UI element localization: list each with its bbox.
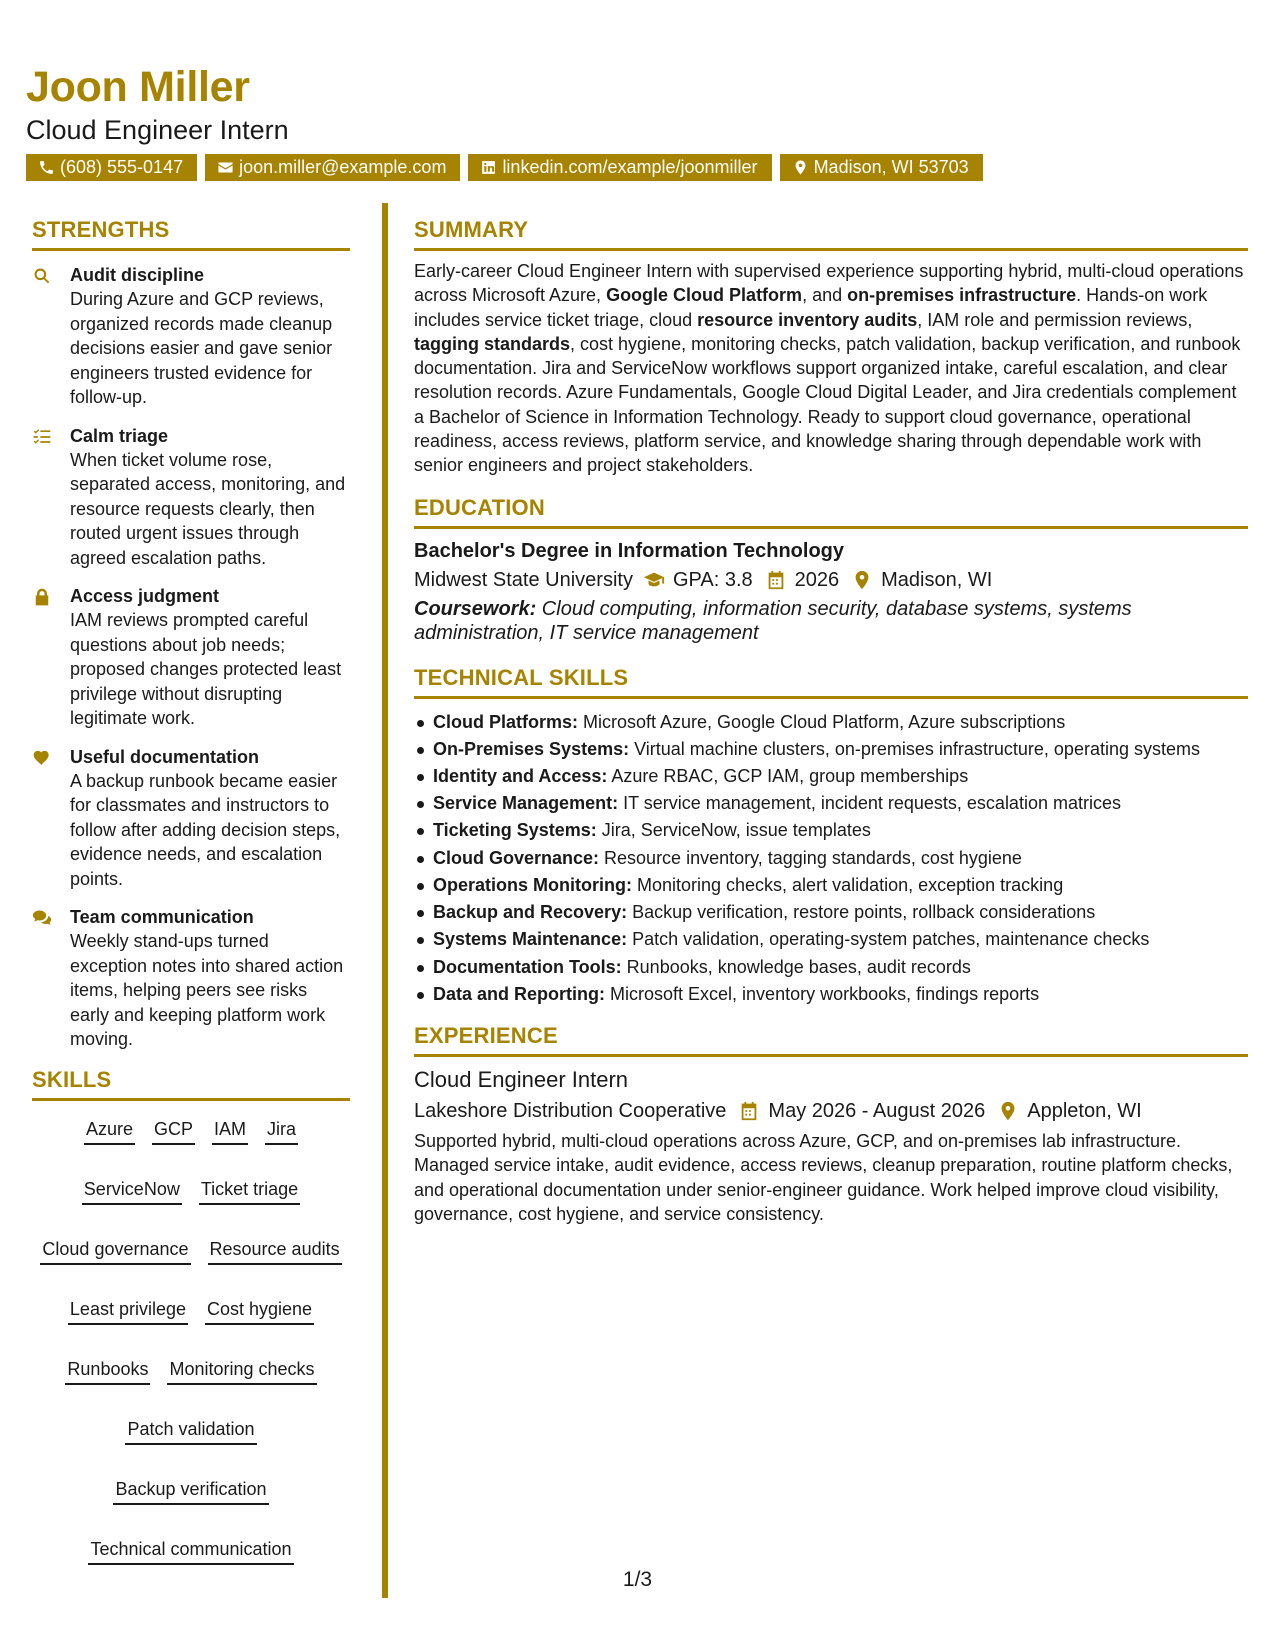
strength-text: During Azure and GCP reviews, organized records made cleanup decisions easier and gave senior engineers trusted evidence for follow-up. <box>70 289 333 407</box>
candidate-title: Cloud Engineer Intern <box>26 115 289 145</box>
skill-category: Data and Reporting: <box>433 983 606 1004</box>
strength-heading: Calm triage <box>70 425 169 446</box>
job-dates: May 2026 - August 2026 <box>768 1099 986 1122</box>
degree-name: Bachelor's Degree in Information Technology <box>414 539 845 562</box>
graduation-cap-icon <box>643 569 665 591</box>
skill-tag: Monitoring checks <box>167 1357 316 1385</box>
experience-heading: EXPERIENCE <box>414 1022 1248 1057</box>
contact-linkedin-text: linkedin.com/example/joonmiller <box>502 157 758 177</box>
column-divider <box>382 203 388 1598</box>
school-name: Midwest State University <box>414 568 633 591</box>
strength-heading: Access judgment <box>70 586 220 606</box>
skill-tag: Technical communication <box>88 1537 293 1565</box>
strength-item <box>32 584 350 731</box>
strength-item <box>32 745 350 892</box>
comments-icon <box>32 908 52 928</box>
skill-tag: Jira <box>265 1117 298 1145</box>
skill-category: On-Premises Systems: <box>433 738 630 759</box>
skill-tag: Cloud governance <box>40 1237 190 1265</box>
school-location: Madison, WI <box>881 568 993 591</box>
strength-text: IAM reviews prompted careful questions about job needs; proposed changes protected least privilege without disrupting legitimate work. <box>70 610 342 728</box>
skill-tag: ServiceNow <box>82 1177 182 1205</box>
skill-category: Service Management: <box>433 793 619 814</box>
summary-part: , cost hygiene, monitoring checks, patch validation, backup verification, and runbook documentation. Jira and ServiceNow workflows support organized intake, careful escalation, and clear resolution records. Azure Fundamentals, Google Cloud Digital Leader, and Jira credentials complement a Bachelor of Science in Information Technology. Ready to support cloud governance, operational readiness, access reviews, platform service, and knowledge sharing through dependable work with senior engineers and project stakeholders. <box>414 333 1241 476</box>
left-column <box>32 216 350 1571</box>
coursework-label: Coursework: <box>414 597 537 620</box>
skill-tag: Ticket triage <box>199 1177 300 1205</box>
page-number: 1/3 <box>622 1568 653 1591</box>
education-heading: EDUCATION <box>414 494 1248 529</box>
strength-item <box>32 263 350 410</box>
calendar-icon <box>765 569 787 591</box>
strengths-heading: STRENGTHS <box>32 216 350 251</box>
skill-values: Patch validation, operating-system patches, maintenance checks <box>627 929 1150 950</box>
envelope-icon <box>217 159 234 176</box>
location-pin-icon <box>792 159 809 176</box>
technical-skill-item <box>414 954 1248 981</box>
strength-heading: Useful documentation <box>70 746 260 767</box>
technical-skill-item <box>414 899 1248 926</box>
job-meta <box>414 1095 1248 1127</box>
skill-category: Cloud Governance: <box>433 847 600 868</box>
job-description: Supported hybrid, multi-cloud operations across Azure, GCP, and on-premises lab infrastructure. Managed service intake, audit evidence, access reviews, cleanup preparation, routine platform checks, and operational documentation under senior-engineer guidance. Work helped improve cloud visibility, governance, cost hygiene, and service consistency. <box>414 1130 1233 1225</box>
strength-heading: Team communication <box>70 907 254 927</box>
contact-location-text: Madison, WI 53703 <box>813 157 969 177</box>
technical-skill-item <box>414 926 1248 953</box>
skill-tag: Resource audits <box>208 1237 342 1265</box>
strength-heading: Audit discipline <box>70 265 205 285</box>
skill-values: Azure RBAC, GCP IAM, group memberships <box>607 766 969 787</box>
technical-skills-heading: TECHNICAL SKILLS <box>414 664 1248 699</box>
contact-location <box>780 154 983 181</box>
coursework-text: Cloud computing, information security, database systems, systems administration, IT service management <box>414 597 1132 645</box>
education-entry <box>414 537 1248 646</box>
phone-icon <box>38 159 55 176</box>
skill-values: IT service management, incident requests, escalation matrices <box>618 793 1121 814</box>
right-column <box>414 216 1248 1227</box>
coursework <box>414 597 1248 646</box>
skills-tag-cloud <box>32 1111 350 1571</box>
education-meta <box>414 565 1248 595</box>
skill-category: Operations Monitoring: <box>433 874 632 895</box>
skill-tag: Patch validation <box>125 1417 256 1445</box>
skill-values: Virtual machine clusters, on-premises infrastructure, operating systems <box>629 738 1200 759</box>
skill-tag: Runbooks <box>65 1357 150 1385</box>
skill-category: Identity and Access: <box>433 766 608 787</box>
technical-skill-item <box>414 845 1248 872</box>
linkedin-icon <box>480 159 497 176</box>
skill-values: Microsoft Excel, inventory workbooks, findings reports <box>605 983 1040 1004</box>
job-title: Cloud Engineer Intern <box>414 1066 629 1092</box>
skill-values: Runbooks, knowledge bases, audit records <box>621 956 971 977</box>
summary-part: Early-career Cloud Engineer Intern with supervised experience supporting hybrid, multi-cloud operations across Microsoft Azure, <box>414 261 1244 306</box>
skill-category: Backup and Recovery: <box>433 902 628 923</box>
location-pin-icon <box>851 569 873 591</box>
graduation-year: 2026 <box>794 568 840 591</box>
strength-item <box>32 424 350 571</box>
summary-heading: SUMMARY <box>414 216 1248 251</box>
technical-skill-item <box>414 736 1248 763</box>
summary-bold: on-premises infrastructure <box>847 285 1077 306</box>
skill-category: Systems Maintenance: <box>433 929 628 950</box>
technical-skill-item <box>414 981 1248 1008</box>
skill-tag: Azure <box>84 1117 135 1145</box>
contact-bar <box>26 154 1249 181</box>
lock-icon <box>32 587 52 607</box>
search-icon <box>32 266 52 286</box>
heart-icon <box>32 748 52 768</box>
contact-email-text: joon.miller@example.com <box>239 157 447 177</box>
technical-skill-item <box>414 790 1248 817</box>
skill-values: Microsoft Azure, Google Cloud Platform, Azure subscriptions <box>578 711 1066 732</box>
skill-values: Monitoring checks, alert validation, exception tracking <box>631 874 1064 895</box>
skill-tag: GCP <box>152 1117 195 1145</box>
contact-phone <box>26 154 197 181</box>
strength-text: When ticket volume rose, separated access, monitoring, and resource requests clearly, then routed urgent issues through agreed escalation paths. <box>70 449 346 568</box>
skill-tag: Least privilege <box>68 1297 188 1325</box>
summary-bold: Google Cloud Platform <box>606 285 803 306</box>
gpa: GPA: 3.8 <box>672 568 753 591</box>
summary-part: , and <box>802 285 848 306</box>
contact-linkedin[interactable] <box>468 154 771 181</box>
skill-category: Cloud Platforms: <box>433 711 579 732</box>
company-name: Lakeshore Distribution Cooperative <box>414 1099 727 1122</box>
resume-header <box>26 62 1249 181</box>
technical-skill-item <box>414 709 1248 736</box>
contact-email[interactable] <box>205 154 460 181</box>
candidate-name: Joon Miller <box>26 63 250 111</box>
skills-heading: SKILLS <box>32 1066 350 1101</box>
skill-category: Ticketing Systems: <box>433 820 597 841</box>
strength-item <box>32 905 350 1052</box>
strength-text: Weekly stand-ups turned exception notes into shared action items, helping peers see risks early and keeping platform work moving. <box>70 931 344 1049</box>
skill-tag: IAM <box>212 1117 248 1145</box>
summary-bold: resource inventory audits <box>697 309 918 330</box>
technical-skill-item <box>414 872 1248 899</box>
technical-skills-list <box>414 709 1248 1008</box>
strength-text: A backup runbook became easier for classmates and instructors to follow after adding decision steps, evidence needs, and escalation points. <box>70 770 341 889</box>
strengths-list <box>32 263 350 1052</box>
experience-entry <box>414 1065 1248 1227</box>
skill-values: Jira, ServiceNow, issue templates <box>596 820 871 841</box>
technical-skill-item <box>414 763 1248 790</box>
skill-values: Backup verification, restore points, rollback considerations <box>627 902 1096 923</box>
skill-tag: Cost hygiene <box>205 1297 314 1325</box>
summary-bold: tagging standards <box>414 333 571 354</box>
summary-part: . Hands-on work includes service ticket triage, cloud <box>414 285 1208 330</box>
skill-tag: Backup verification <box>113 1477 268 1505</box>
checklist-icon <box>32 427 52 447</box>
summary-text <box>414 259 1248 478</box>
skill-values: Resource inventory, tagging standards, cost hygiene <box>599 847 1022 868</box>
contact-phone-text: (608) 555-0147 <box>60 157 184 177</box>
location-pin-icon <box>997 1100 1019 1122</box>
job-location: Appleton, WI <box>1027 1099 1142 1122</box>
calendar-icon <box>738 1100 760 1122</box>
skill-category: Documentation Tools: <box>433 956 622 977</box>
technical-skill-item <box>414 817 1248 844</box>
summary-part: , IAM role and permission reviews, <box>917 309 1193 330</box>
